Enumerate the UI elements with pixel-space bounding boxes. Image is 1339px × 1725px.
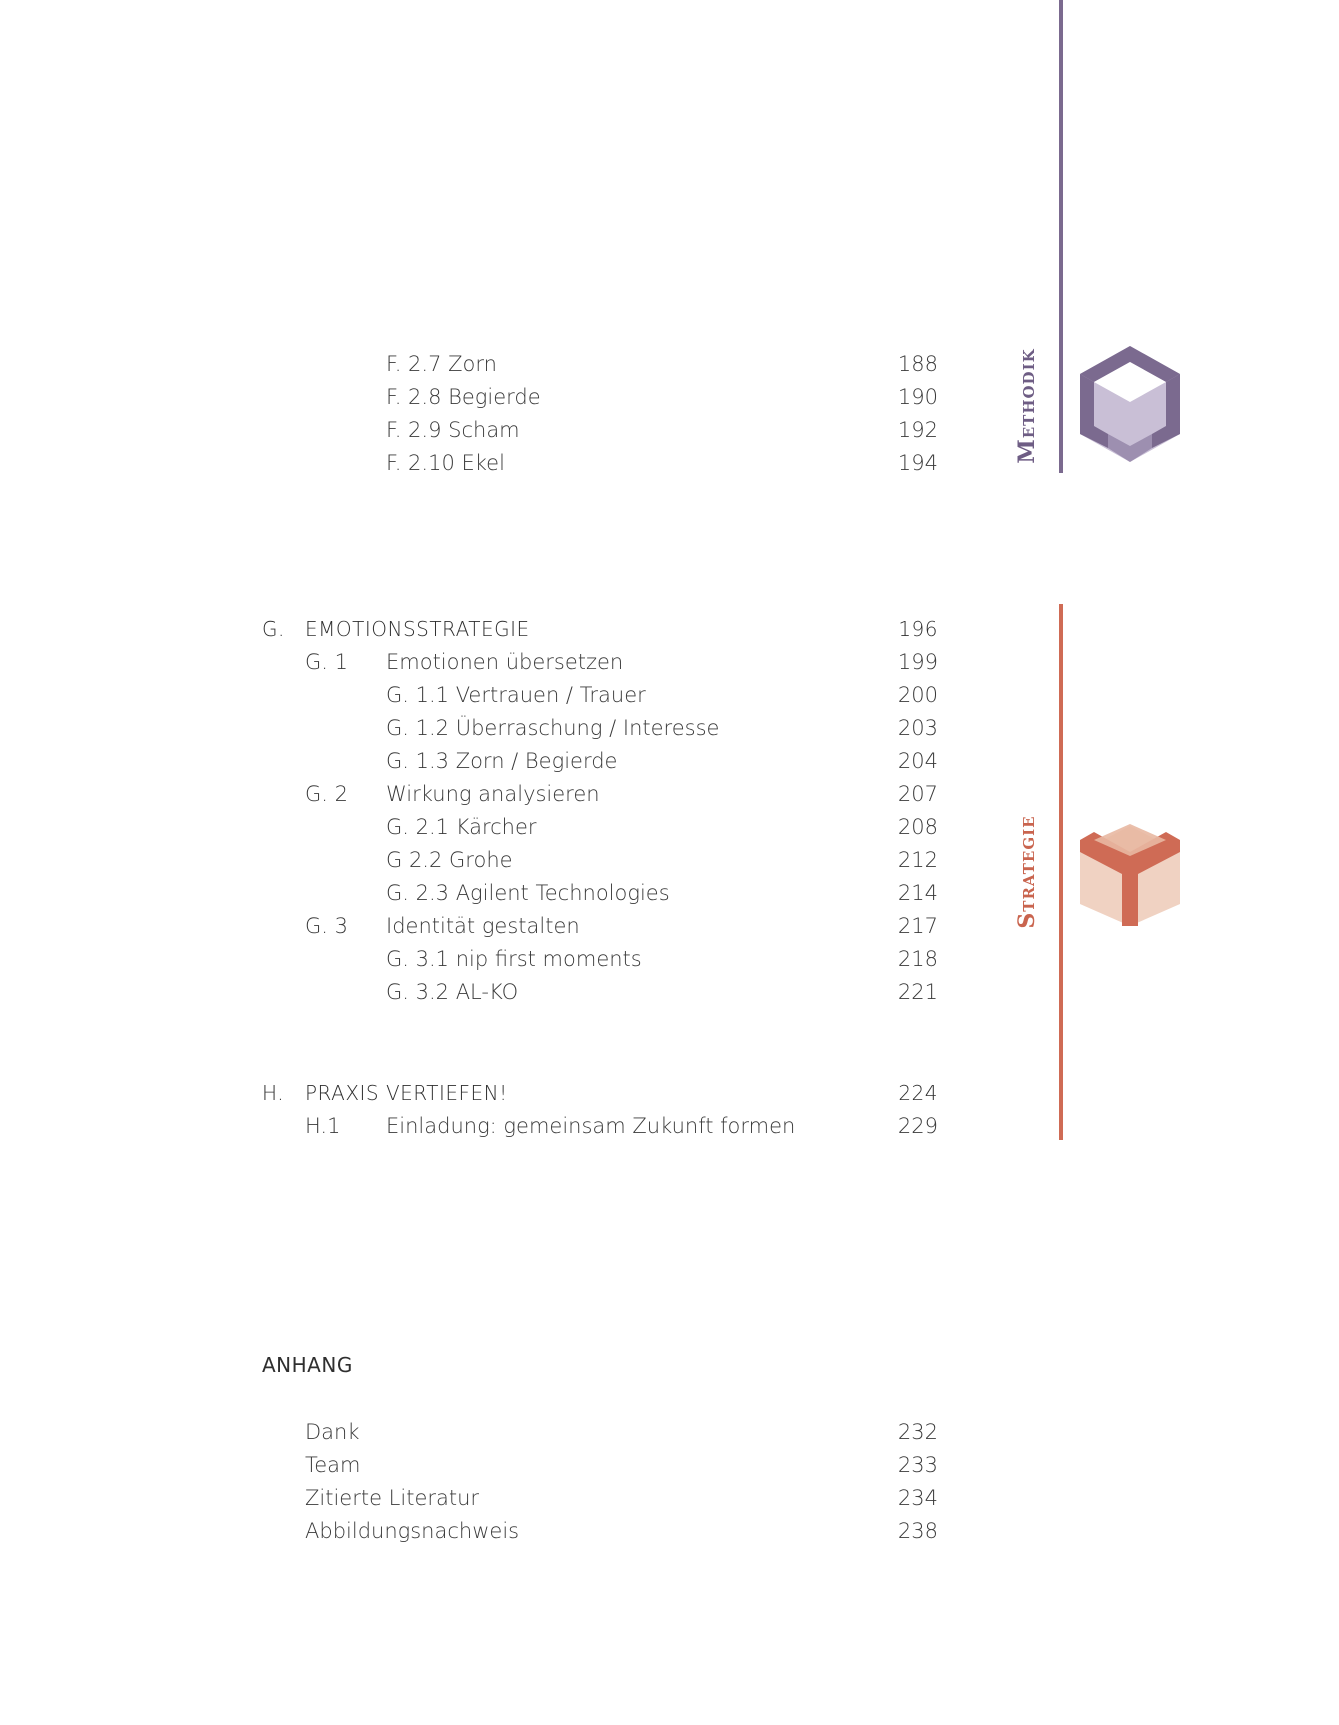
toc-entry-page: 192	[897, 418, 938, 442]
toc-entry[interactable]	[0, 711, 1339, 745]
toc-entry-page: 238	[897, 1519, 938, 1543]
toc-entry-label: G. 3.2 AL-KO	[386, 980, 519, 1004]
chapter-page: 196	[898, 617, 938, 641]
toc-entry-label: F. 2.9 Scham	[386, 418, 520, 442]
toc-entry-page: 234	[897, 1486, 938, 1510]
chapter-page: 224	[898, 1081, 938, 1105]
toc-entry[interactable]	[0, 678, 1339, 712]
toc-entry-label: F. 2.7 Zorn	[386, 352, 497, 376]
toc-entry-page: 214	[897, 881, 938, 905]
toc-entry-page: 194	[897, 451, 938, 475]
anhang-title: ANHANG	[262, 1353, 353, 1377]
toc-entry-page: 229	[897, 1114, 938, 1138]
toc-entry[interactable]	[0, 777, 1339, 811]
toc-entry[interactable]	[0, 1448, 1339, 1482]
methodik-tab-label[interactable]: Methodik	[1014, 348, 1040, 464]
toc-entry-label: G. 3.1 nip first moments	[386, 947, 642, 971]
toc-entry-page: 212	[897, 848, 938, 872]
toc-entry[interactable]	[0, 744, 1339, 778]
toc-entry-page: 218	[897, 947, 938, 971]
toc-entry[interactable]	[0, 1514, 1339, 1548]
toc-entry-label: G. 2.1 Kärcher	[386, 815, 537, 839]
toc-entry-page: 190	[897, 385, 938, 409]
toc-entry-label: G 2.2 Grohe	[386, 848, 513, 872]
toc-entry-page: 232	[897, 1420, 938, 1444]
toc-entry-label: Einladung: gemeinsam Zukunft formen	[386, 1114, 796, 1138]
toc-entry-page: 204	[897, 749, 938, 773]
toc-entry-number: G. 3	[305, 914, 348, 938]
chapter-title: EMOTIONSSTRATEGIE	[305, 617, 530, 641]
toc-entry-label: G. 1.2 Überraschung / Interesse	[386, 716, 720, 740]
toc-entry-page: 188	[897, 352, 938, 376]
toc-entry-page: 207	[897, 782, 938, 806]
toc-entry[interactable]	[0, 975, 1339, 1009]
toc-entry-label: Identität gestalten	[386, 914, 580, 938]
toc-entry-label: Wirkung analysieren	[386, 782, 600, 806]
toc-entry-page: 208	[897, 815, 938, 839]
methodik-divider-line	[1059, 0, 1063, 473]
toc-entry-page: 217	[897, 914, 938, 938]
toc-entry[interactable]	[0, 942, 1339, 976]
toc-entry-label: Dank	[305, 1420, 360, 1444]
toc-entry-label: Abbildungsnachweis	[305, 1519, 520, 1543]
toc-entry-label: F. 2.8 Begierde	[386, 385, 541, 409]
toc-entry-label: G. 2.3 Agilent Technologies	[386, 881, 670, 905]
toc-entry-number: H.1	[305, 1114, 341, 1138]
toc-entry-label: F. 2.10 Ekel	[386, 451, 505, 475]
y-cube-icon	[1074, 822, 1186, 928]
toc-entry[interactable]	[0, 1109, 1339, 1143]
chapter-letter: G.	[262, 617, 285, 641]
toc-entry-page: 221	[897, 980, 938, 1004]
chapter-letter: H.	[262, 1081, 285, 1105]
toc-entry-page: 203	[897, 716, 938, 740]
toc-entry-page: 200	[897, 683, 938, 707]
strategie-divider-line	[1059, 604, 1063, 1140]
chapter-title: PRAXIS VERTIEFEN!	[305, 1081, 508, 1105]
toc-entry-number: G. 1	[305, 650, 348, 674]
toc-entry-label: G. 1.1 Vertrauen / Trauer	[386, 683, 646, 707]
toc-entry[interactable]	[0, 1415, 1339, 1449]
toc-entry-number: G. 2	[305, 782, 348, 806]
toc-entry[interactable]	[0, 1481, 1339, 1515]
toc-entry-label: G. 1.3 Zorn / Begierde	[386, 749, 618, 773]
cube-icon	[1074, 342, 1186, 466]
toc-entry-label: Team	[305, 1453, 361, 1477]
toc-entry-page: 199	[897, 650, 938, 674]
toc-entry[interactable]	[0, 645, 1339, 679]
toc-chapter-g[interactable]	[0, 612, 1339, 646]
toc-chapter-h[interactable]	[0, 1076, 1339, 1110]
toc-entry-label: Emotionen übersetzen	[386, 650, 624, 674]
strategie-tab-label[interactable]: Strategie	[1014, 815, 1040, 929]
toc-entry-label: Zitierte Literatur	[305, 1486, 480, 1510]
toc-entry-page: 233	[897, 1453, 938, 1477]
